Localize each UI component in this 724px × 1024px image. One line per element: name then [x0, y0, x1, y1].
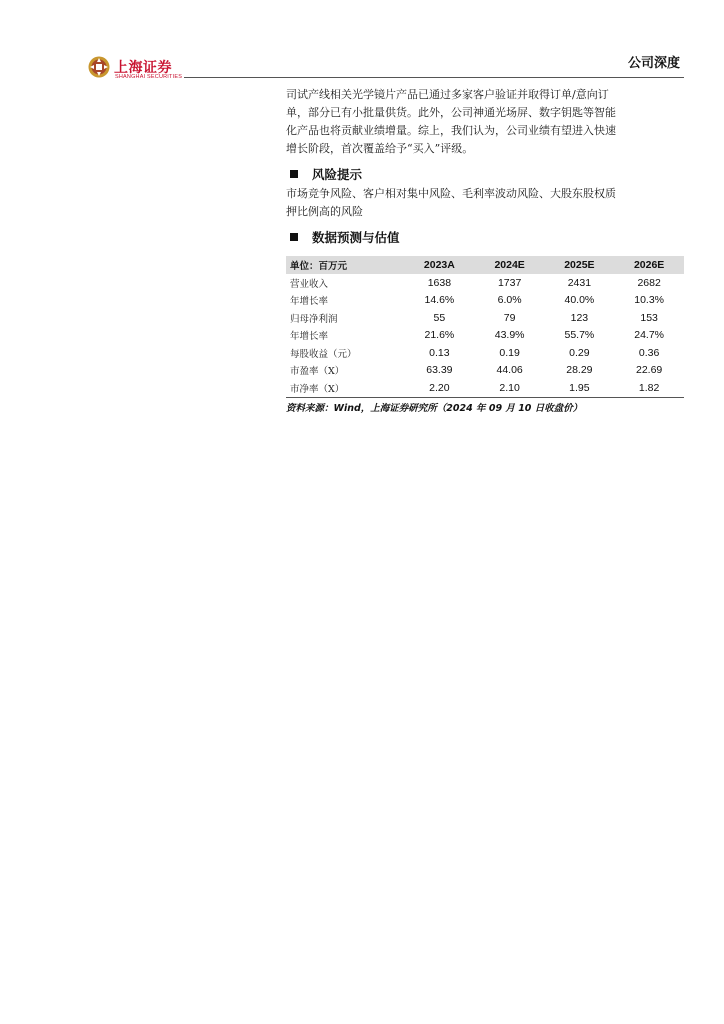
table-cell: 0.36	[638, 346, 660, 359]
table-cell: 40.0%	[564, 294, 595, 307]
table-cell: 2682	[637, 276, 661, 289]
table-cell: 0.29	[569, 346, 590, 359]
row-label: 营业收入	[290, 278, 329, 290]
logo-text-cn: 上海证券	[114, 60, 172, 76]
table-cell: 1638	[427, 276, 452, 289]
column-header: 2023A	[423, 259, 455, 271]
table-cell: 10.3%	[634, 294, 665, 307]
risk-heading	[286, 163, 684, 185]
table-row	[286, 292, 684, 310]
page-header	[0, 0, 724, 80]
row-label: 市盈率（X）	[290, 366, 345, 378]
intro-line: 单，部分已有小批量供货。此外，公司神通光场屏、数字钥匙等智能	[286, 106, 616, 119]
table-row	[286, 309, 684, 327]
risk-line: 市场竞争风险、客户相对集中风险、毛利率波动风险、大股东股权质	[286, 187, 616, 200]
table-cell: 55	[433, 311, 446, 324]
logo-text-en: SHANGHAI SECURITIES	[115, 74, 183, 80]
table-cell: 22.69	[635, 364, 663, 377]
forecast-heading-text: 数据预测与估值	[312, 230, 400, 245]
table-cell: 79	[503, 311, 516, 324]
main-content	[286, 86, 684, 414]
risk-line: 押比例高的风险	[286, 205, 363, 218]
column-header: 2025E	[564, 259, 595, 271]
intro-line: 司试产线相关光学镜片产品已通过多家客户验证并取得订单/意向订	[286, 88, 609, 101]
table-cell: 2.20	[404, 379, 475, 397]
table-cell: 1737	[497, 276, 522, 289]
table-source-note: 资料来源：Wind，上海证券研究所（2024 年 09 月 10 日收盘价）	[286, 402, 583, 414]
intro-line: 化产品也将贡献业绩增量。综上，我们认为，公司业绩有望进入快速	[286, 124, 616, 137]
brand-logo	[88, 56, 184, 82]
column-header: 2024E	[494, 259, 525, 271]
forecast-heading	[286, 226, 684, 248]
table-row	[286, 274, 684, 292]
column-header: 2026E	[633, 259, 665, 271]
row-label: 归母净利润	[290, 313, 338, 325]
table-cell: 1.95	[545, 379, 615, 397]
table-cell: 14.6%	[424, 294, 455, 307]
table-cell: 1.82	[614, 379, 684, 397]
table-cell: 43.9%	[494, 329, 525, 342]
table-cell: 153	[640, 311, 658, 324]
table-row	[286, 344, 684, 362]
row-label: 年增长率	[290, 331, 329, 343]
forecast-table-wrapper	[286, 256, 684, 414]
risk-paragraph	[286, 185, 684, 221]
row-label: 年增长率	[290, 296, 329, 308]
intro-paragraph	[286, 86, 684, 158]
table-cell: 21.6%	[424, 329, 455, 342]
row-label: 每股收益（元）	[290, 348, 357, 360]
table-row	[286, 327, 684, 345]
table-cell: 55.7%	[564, 329, 595, 342]
table-cell: 0.13	[429, 346, 450, 359]
table-cell: 0.19	[499, 346, 520, 359]
section-title: 公司深度	[627, 56, 680, 71]
table-cell: 24.7%	[634, 329, 665, 342]
row-label: 市净率（X）	[286, 379, 404, 397]
table-cell: 2.10	[475, 379, 545, 397]
table-row	[286, 379, 684, 397]
intro-line: 增长阶段，首次覆盖给予“买入”评级。	[286, 142, 474, 155]
header-divider	[184, 77, 684, 78]
table-row	[286, 362, 684, 380]
table-cell: 44.06	[496, 364, 523, 377]
square-bullet-icon	[290, 233, 298, 241]
table-cell: 2431	[567, 276, 592, 289]
square-bullet-icon	[290, 170, 298, 178]
table-cell: 6.0%	[497, 294, 522, 307]
table-header-row	[286, 256, 684, 274]
unit-header: 单位：百万元	[290, 261, 348, 272]
logo-mark-icon	[88, 56, 110, 78]
forecast-table	[286, 256, 684, 398]
table-cell: 123	[570, 311, 589, 324]
risk-heading-text: 风险提示	[312, 167, 363, 182]
table-cell: 28.29	[566, 364, 593, 377]
table-cell: 63.39	[426, 364, 453, 377]
